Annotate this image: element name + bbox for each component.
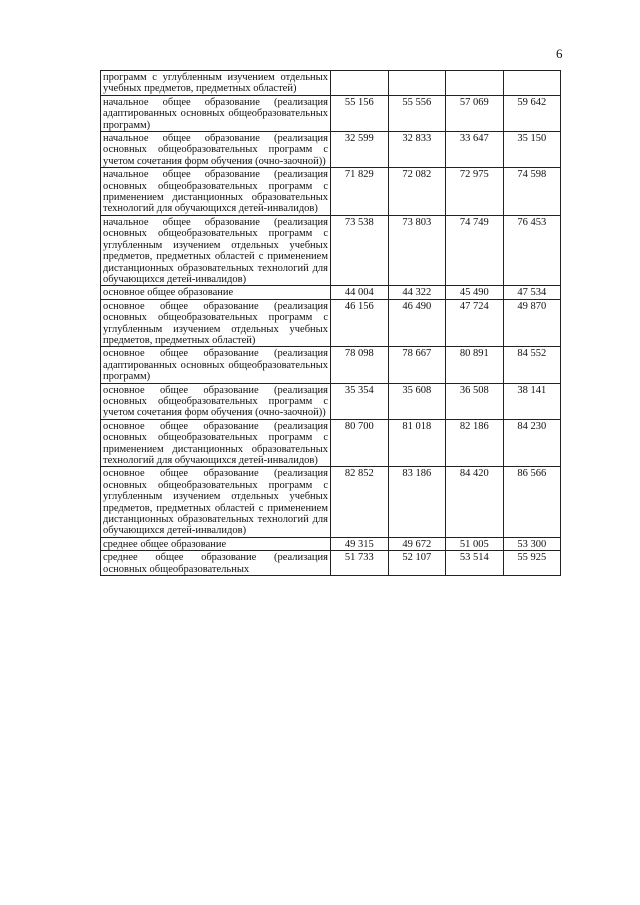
row-value-4: 47 534	[503, 286, 561, 299]
row-value-4: 84 230	[503, 419, 561, 467]
row-value-3: 45 490	[446, 286, 504, 299]
row-value-2: 73 803	[388, 215, 446, 285]
row-value-1: 80 700	[331, 419, 389, 467]
row-value-1	[331, 71, 389, 96]
row-value-4: 38 141	[503, 383, 561, 419]
row-value-1: 32 599	[331, 132, 389, 168]
row-value-2: 49 672	[388, 537, 446, 550]
row-description: начальное общее образование (реализация основных общеобразовательных программ с углубленным изучением отдельных учебных предметов, предметных областей с применением дистанционных образовательных технологий для обучающихся детей-инвалидов)	[101, 215, 331, 285]
row-value-2: 81 018	[388, 419, 446, 467]
row-value-1: 55 156	[331, 95, 389, 131]
row-value-2: 72 082	[388, 168, 446, 216]
table-row	[101, 95, 561, 131]
table-row	[101, 383, 561, 419]
row-value-2: 35 608	[388, 383, 446, 419]
row-value-4: 53 300	[503, 537, 561, 550]
row-value-4: 35 150	[503, 132, 561, 168]
row-description: среднее общее образование	[101, 537, 331, 550]
row-value-2: 32 833	[388, 132, 446, 168]
row-value-1: 82 852	[331, 467, 389, 537]
row-value-4: 59 642	[503, 95, 561, 131]
row-description: среднее общее образование (реализация основных общеобразовательных	[101, 551, 331, 576]
row-value-4: 55 925	[503, 551, 561, 576]
row-description: начальное общее образование (реализация основных общеобразовательных программ с учетом сочетания форм обучения (очно-заочной))	[101, 132, 331, 168]
row-value-3: 51 005	[446, 537, 504, 550]
row-value-1: 78 098	[331, 347, 389, 383]
row-value-4: 49 870	[503, 299, 561, 347]
row-value-2: 55 556	[388, 95, 446, 131]
table-body	[101, 71, 561, 576]
cost-table	[100, 70, 561, 576]
table-row	[101, 286, 561, 299]
row-value-1: 46 156	[331, 299, 389, 347]
row-value-1: 44 004	[331, 286, 389, 299]
row-value-4	[503, 71, 561, 96]
row-value-4: 76 453	[503, 215, 561, 285]
row-value-3: 82 186	[446, 419, 504, 467]
row-description: начальное общее образование (реализация адаптированных основных общеобразовательных программ)	[101, 95, 331, 131]
row-value-3: 57 069	[446, 95, 504, 131]
row-value-1: 49 315	[331, 537, 389, 550]
row-value-3: 53 514	[446, 551, 504, 576]
row-description: основное общее образование (реализация основных общеобразовательных программ с углубленным изучением отдельных учебных предметов, предметных областей с применением дистанционных образовательных технологий для обучающихся детей-инвалидов)	[101, 467, 331, 537]
row-value-2: 52 107	[388, 551, 446, 576]
row-value-2: 78 667	[388, 347, 446, 383]
row-value-3: 36 508	[446, 383, 504, 419]
row-value-3	[446, 71, 504, 96]
row-value-4: 84 552	[503, 347, 561, 383]
row-description: основное общее образование (реализация основных общеобразовательных программ с применением дистанционных образовательных технологий для обучающихся детей-инвалидов)	[101, 419, 331, 467]
table-row	[101, 215, 561, 285]
row-value-4: 74 598	[503, 168, 561, 216]
row-value-4: 86 566	[503, 467, 561, 537]
table-row	[101, 419, 561, 467]
row-value-3: 80 891	[446, 347, 504, 383]
row-value-2	[388, 71, 446, 96]
row-description: начальное общее образование (реализация основных общеобразовательных программ с применением дистанционных образовательных технологий для обучающихся детей-инвалидов)	[101, 168, 331, 216]
row-value-2: 46 490	[388, 299, 446, 347]
row-value-1: 51 733	[331, 551, 389, 576]
row-value-3: 74 749	[446, 215, 504, 285]
table-row	[101, 347, 561, 383]
row-value-3: 47 724	[446, 299, 504, 347]
table-row	[101, 537, 561, 550]
row-value-2: 44 322	[388, 286, 446, 299]
row-description: основное общее образование	[101, 286, 331, 299]
table-row	[101, 168, 561, 216]
row-value-3: 72 975	[446, 168, 504, 216]
row-description: основное общее образование (реализация основных общеобразовательных программ с учетом сочетания форм обучения (очно-заочной))	[101, 383, 331, 419]
table-row	[101, 467, 561, 537]
row-value-1: 35 354	[331, 383, 389, 419]
row-value-3: 33 647	[446, 132, 504, 168]
row-description: основное общее образование (реализация основных общеобразовательных программ с углубленным изучением отдельных учебных предметов, предметных областей)	[101, 299, 331, 347]
table-row	[101, 551, 561, 576]
row-value-3: 84 420	[446, 467, 504, 537]
table-row	[101, 132, 561, 168]
row-value-2: 83 186	[388, 467, 446, 537]
row-value-1: 71 829	[331, 168, 389, 216]
page-number: 6	[556, 46, 563, 61]
row-description: основное общее образование (реализация адаптированных основных общеобразовательных программ)	[101, 347, 331, 383]
row-value-1: 73 538	[331, 215, 389, 285]
row-description: программ с углубленным изучением отдельных учебных предметов, предметных областей)	[101, 71, 331, 96]
table-row	[101, 71, 561, 96]
table-row	[101, 299, 561, 347]
